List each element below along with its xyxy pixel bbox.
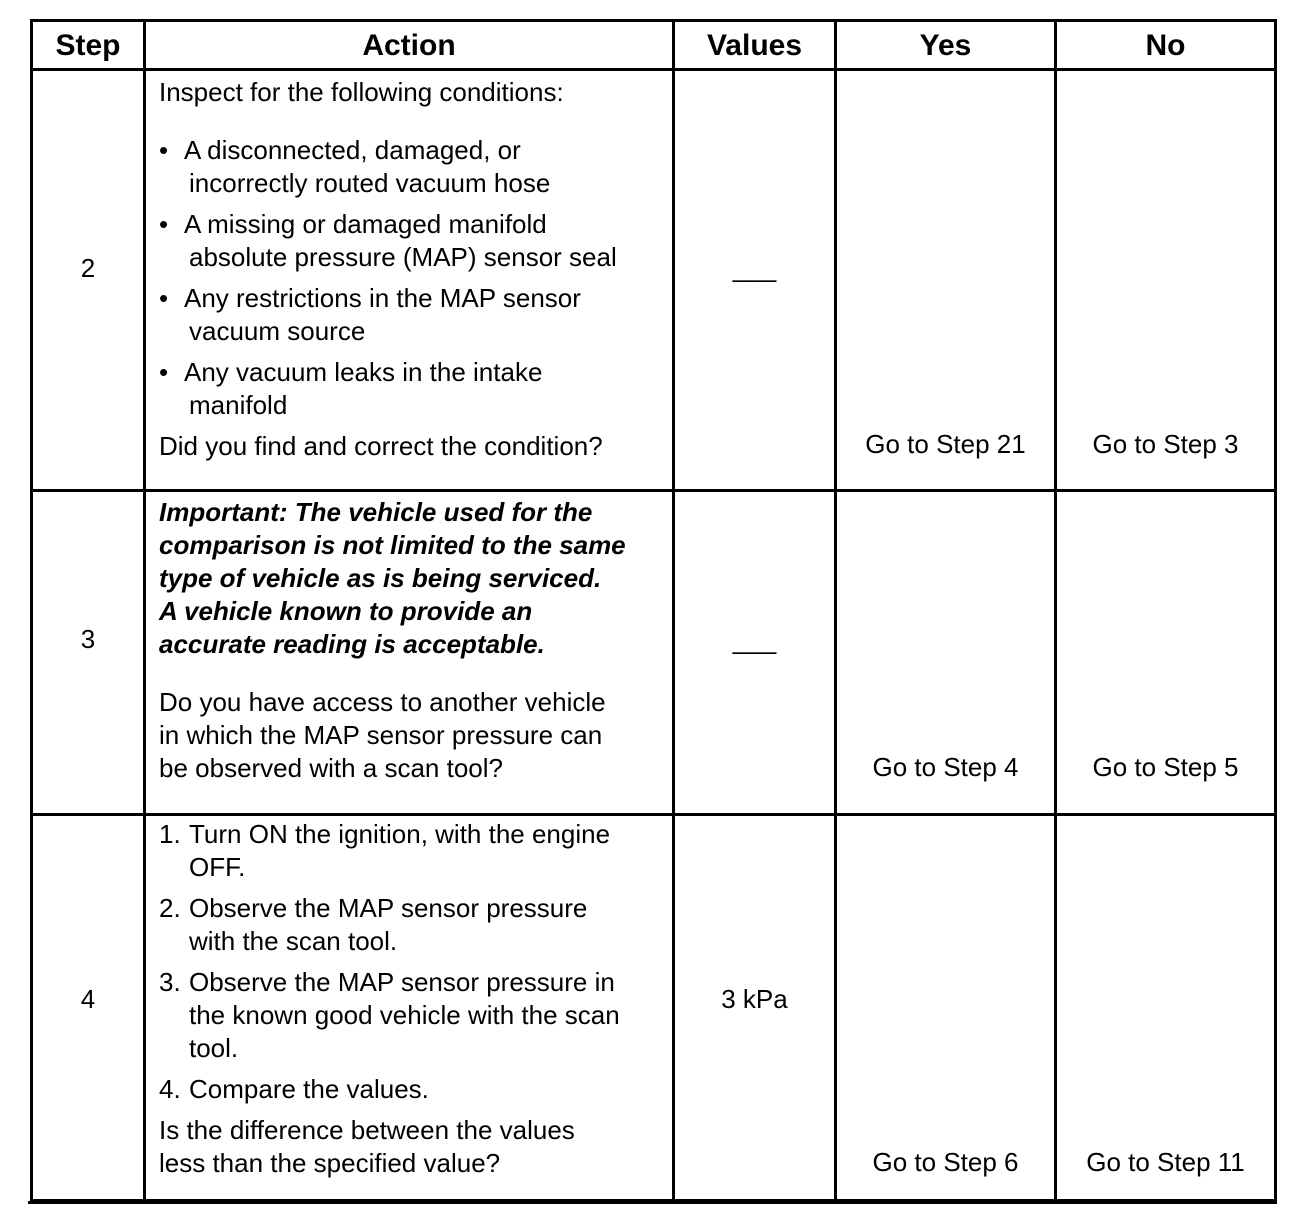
step-number: 4: [80, 984, 96, 1014]
action-question: Do you have access to another vehicle: [159, 687, 606, 717]
bottom-rule: [28, 1201, 1277, 1204]
bullet-icon: •: [159, 209, 169, 239]
yes-cell: Go to Step 6: [872, 1147, 1019, 1177]
list-item: • Any vacuum leaks in the intake manifold: [159, 357, 543, 420]
column-divider: [834, 22, 837, 1199]
value-cell: ___: [732, 625, 777, 655]
action-cell: [159, 76, 669, 463]
no-cell: Go to Step 5: [1092, 752, 1239, 782]
action-cell: Important: The vehicle used for the comparison is not limited to the same type of vehicle as is being serviced. A vehicle known to provide an accurate reading is acceptable. Do you have access to another vehicle in which the MAP sensor pressure can be observed with a scan tool?: [159, 496, 669, 785]
column-divider: [1054, 22, 1057, 1199]
step-number: 2: [80, 253, 96, 283]
no-cell: Go to Step 11: [1086, 1147, 1245, 1177]
list-item: 3. Observe the MAP sensor pressure in the known good vehicle with the scan tool.: [159, 967, 620, 1063]
column-divider: [672, 22, 675, 1199]
diagnostic-table: [30, 19, 1277, 1202]
action-intro: Inspect for the following conditions:: [159, 77, 564, 107]
action-question: Did you find and correct the condition?: [159, 431, 603, 461]
yes-cell: Go to Step 21: [865, 429, 1026, 459]
action-cell: 1. Turn ON the ignition, with the engine OFF. 2. Observe the MAP sensor pressure with the scan tool. 3. Observe the MAP sensor pressure in the known good vehicle with the scan tool. 4. Compare the values. Is the difference between the values less than the specified value?: [159, 818, 669, 1180]
value-cell: 3 kPa: [721, 984, 788, 1014]
list-item: 1. Turn ON the ignition, with the engine OFF.: [159, 819, 611, 882]
step-number: 3: [80, 624, 96, 654]
bullet-icon: •: [159, 357, 169, 387]
header-step: Step: [55, 29, 121, 62]
list-item: • A disconnected, damaged, or incorrectly routed vacuum hose: [159, 135, 551, 198]
value-cell: ___: [732, 253, 777, 283]
header-yes: Yes: [919, 29, 972, 62]
row-divider: [33, 813, 1274, 816]
important-note: Important: The vehicle used for the: [159, 497, 593, 527]
yes-cell: Go to Step 4: [872, 752, 1019, 782]
list-item: • A missing or damaged manifold absolute pressure (MAP) sensor seal: [159, 209, 617, 272]
header-values: Values: [706, 29, 803, 62]
list-item: 2. Observe the MAP sensor pressure with the scan tool.: [159, 893, 588, 956]
row-divider: [33, 489, 1274, 492]
header-no: No: [1145, 29, 1186, 62]
column-divider: [143, 22, 146, 1199]
list-item: 4. Compare the values.: [159, 1074, 429, 1104]
bullet-icon: •: [159, 135, 169, 165]
list-item: • Any restrictions in the MAP sensor vacuum source: [159, 283, 581, 346]
no-cell: Go to Step 3: [1092, 429, 1239, 459]
header-action: Action: [362, 29, 456, 62]
action-question: Is the difference between the values: [159, 1115, 575, 1145]
bullet-icon: •: [159, 283, 169, 313]
